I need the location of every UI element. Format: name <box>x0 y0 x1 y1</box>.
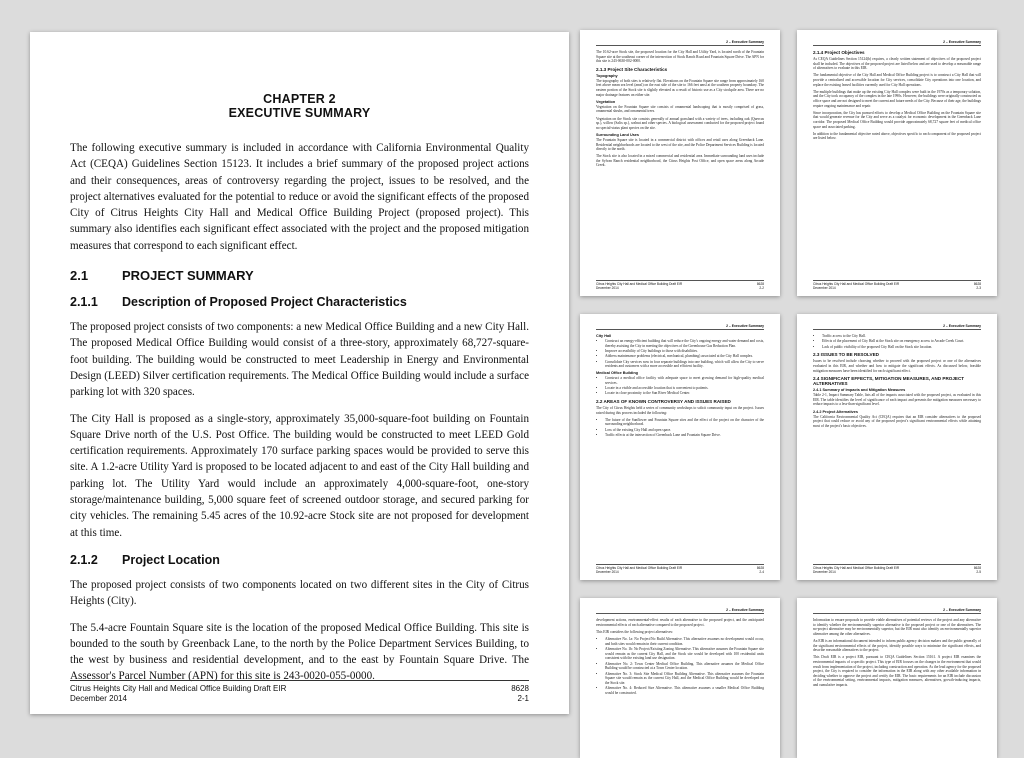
subheading: Vegetation <box>596 99 616 104</box>
list-item: • Locate in a visible and accessible location that is convenient to patients. <box>605 386 764 391</box>
subheading: 2.4.2 Project Alternatives <box>813 409 859 414</box>
section-heading: 2.2 AREAS OF KNOWN CONTROVERSY AND ISSUES RAISED <box>596 398 731 404</box>
section-title: PROJECT SUMMARY <box>122 268 254 284</box>
paragraph: The California Environmental Quality Act (CEQA) requires that an EIR consider alternatives to the proposed project that could reduce or avoid any of the proposed project's significant environmental effects while attaining most of the project's basic objectives. <box>813 414 981 428</box>
list-item: • Traffic effects at the intersection of Greenback Lane and Fountain Square Drive. <box>605 433 764 438</box>
running-header: 2 – Executive Summary <box>813 608 981 614</box>
subheading: 2.4.1 Summary of Impacts and Mitigation Measures <box>813 388 906 393</box>
thumbnail-page-2-6 <box>580 598 780 758</box>
section-title: Project Location <box>122 552 220 567</box>
section-2-1-2-heading <box>70 553 529 567</box>
section-number: 2.1 <box>70 268 89 284</box>
section-heading: 2.3 ISSUES TO BE RESOLVED <box>813 352 879 358</box>
list-item: • Alternative No. 2: Town Center Medical Office Building. This alternative assumes the Medical Office Building would be constructed at a Town Center location. <box>605 662 764 671</box>
paragraph: The multiple buildings that make up the existing City Hall complex were built in the 1970s as a temporary solution, and the City took occupancy of the complex in the late 1990s. However, the buildings were originally constructed as office space and are not designed to meet the current and future needs of the City. Because of their age, the buildings require ongoing maintenance and repair. <box>813 89 981 108</box>
section-heading: 2.4 SIGNIFICANT EFFECTS, MITIGATION MEASURES, AND PROJECT ALTERNATIVES <box>813 376 965 387</box>
subheading: Medical Office Building <box>596 370 638 375</box>
list-item: • Locate in close proximity to the Sun River Medical Center. <box>605 391 764 396</box>
footer-project-number: 8628 <box>511 684 529 693</box>
paragraph: In addition to the fundamental objective noted above, objectives specific to each component of the proposed project are listed below. <box>813 131 981 141</box>
list-item: • Improve accessibility of City buildings to those with disabilities. <box>605 349 764 354</box>
alternatives-list <box>596 637 764 695</box>
list-item: • Alternative No. 1b: No Project/Existing Zoning Alternative. This alternative assumes the Fountain Square site would remain as the current City Hall, and the Stock site would be developed with 100 residential units consistent with the existing land use designation. <box>605 647 764 661</box>
list-item: • Alternative No. 4: Reduced Size Alternative. This alternative assumes a smaller Medical Office Building would be constructed. <box>605 686 764 695</box>
paragraph: The City of Citrus Heights held a series of community workshops to solicit community input on the project. Issues raised during this process included the following: <box>596 405 764 415</box>
running-header: 2 – Executive Summary <box>596 608 764 614</box>
footer-page-number: 2-2 <box>759 286 764 290</box>
footer-project-number: 8628 <box>756 566 764 570</box>
running-header: 2 – Executive Summary <box>596 324 764 330</box>
footer-date: December 2014 <box>70 694 127 703</box>
page-footer <box>813 564 981 574</box>
issues-list <box>596 418 764 438</box>
paragraph: The Fountain Square site is located in a commercial district with offices and retail uses along Greenback Lane. Residential neighborhoods are located to the west of the site, and the Police Department Services Building is located directly to the north. <box>596 137 764 152</box>
issues-list <box>813 334 981 349</box>
running-header: 2 – Executive Summary <box>813 324 981 330</box>
paragraph: This Draft EIR is a project EIR, pursuant to CEQA Guidelines Section 15161. A project EIR examines the environmental impacts of a specific project. This type of EIR focuses on the changes in the environment that would result from implementation of the project, including construction and operation. As the lead agency for the proposed project, the City is required to consider the information in the EIR along with any other available information in deciding whether to approve the project and certify the EIR. The basic requirements for an EIR include discussion of the environmental setting, environmental impacts, mitigation measures, alternatives, growth-inducing impacts, and cumulative impacts. <box>813 655 981 687</box>
footer-document-title: Citrus Heights City Hall and Medical Office Building Draft EIR <box>596 566 683 570</box>
paragraph: Since incorporation, the City has pursued efforts to develop a Medical Office Building on the Fountain Square site that would generate revenue for the City and serve as a catalyst for economic development in the Greenback Lane corridor. The proposed Medical Office Building would provide approximately 68,727 square feet of medical office space and associated parking. <box>813 110 981 129</box>
subheading: City Hall <box>596 334 612 338</box>
paragraph: As CEQA Guidelines Section 15124(b) requires, a clearly written statement of objectives of the proposed project shall be included. The objectives of the proposed project are listed below and are used to develop a reasonable range of alternatives to evaluate in this EIR. <box>813 57 981 71</box>
footer-document-title: Citrus Heights City Hall and Medical Office Building Draft EIR <box>70 684 287 693</box>
paragraph: Issues to be resolved include choosing whether to proceed with the proposed project or one of the alternatives evaluated in this EIR, and whether and how to mitigate the significant effects. As discussed below, feasible mitigation measures have been identified for each significant effect. <box>813 359 981 373</box>
list-item: • The future of the Sunflower and Fountain Square sites and the effect of the project on the character of the surrounding neighborhood. <box>605 418 764 427</box>
page-footer <box>596 564 764 574</box>
footer-date: December 2014 <box>596 286 619 290</box>
subheading: Topography <box>596 73 618 78</box>
footer-date: December 2014 <box>596 570 619 574</box>
paragraph: Vegetation on the Stock site consists generally of annual grassland with a variety of trees, including oak (Quercus sp.), willow (Salix sp.), walnut and other species. A biological assessment conducted for the proposed project found no special-status plant species on the site. <box>596 116 764 130</box>
list-item: • Construct an energy-efficient building that will reduce the City's ongoing energy and water demand and costs, thereby assisting the City in meeting the objectives of the Greenhouse Gas Reduction Plan. <box>605 339 764 348</box>
list-item: • Alternative No. 3: Stock Site Medical Office Building Alternative. This alternative assumes the Fountain Square site would remain as the current City Hall, and the Medical Office Building would be developed on the Stock site. <box>605 672 764 686</box>
thumbnail-page-2-7 <box>797 598 997 758</box>
section-heading: 2.1.3 Project Site Characteristics <box>596 66 668 72</box>
list-item: • Effects of the placement of City Hall at the Stock site on emergency access to Arcade Creek Court. <box>822 339 981 344</box>
footer-project-number: 8628 <box>973 282 981 286</box>
list-item: • Construct a medical office facility with adequate space to meet growing demand for high-quality medical services. <box>605 376 764 385</box>
page-footer <box>596 280 764 290</box>
footer-page-number: 2-5 <box>976 570 981 574</box>
thumbnail-page-2-5 <box>797 314 997 580</box>
section-number: 2.1.1 <box>70 295 98 310</box>
paragraph: Table 2-1, Impact Summary Table, lists all of the impacts associated with the proposed project, as evaluated in this EIR. The table identifies the level of significance of each impact and presents the mitigation measures necessary to reduce impacts to a less-than-significant level. <box>813 393 981 407</box>
paragraph: An EIR is an informational document intended to inform public agency decision makers and the public generally of the significant environmental effects of the project, identify possible ways to minimize the significant effects, and describe reasonable alternatives to the project. <box>813 638 981 653</box>
footer-page-number: 2-4 <box>759 570 764 574</box>
objectives-list <box>596 376 764 396</box>
intro-paragraph: The following executive summary is included in accordance with California Environmental Quality Act (CEQA) Guidelines Section 15123. It includes a brief summary of the proposed project actions and their consequences, areas of controversy regarding the project, issues to be resolved, and the project alternatives evaluated for the potential to reduce or avoid the significant effects of the proposed City of Citrus Heights City Hall and Medical Office Building Project (proposed project). This summary also identifies each significant effect associated with the project and the proposed mitigation measures that correspond to each significant effect. <box>70 142 529 252</box>
section-title: Description of Proposed Project Characteristics <box>122 295 407 310</box>
paragraph: Information to ensure proposals to provide viable alternatives of potential reviews of the project and any alternative to identify whether the environmentally superior alternative is the proposed project or one of the alternatives. The no-project alternative may be environmentally superior, but the EIR must also identify an environmentally superior alternative among the other alternatives. <box>813 618 981 636</box>
running-header: 2 – Executive Summary <box>596 40 764 46</box>
list-item: • Address maintenance problems (electrical, mechanical, plumbing) associated at the City Hall complex. <box>605 354 764 359</box>
section-number: 2.1.2 <box>70 552 98 567</box>
list-item: • Alternative No. 1a: No Project/No Build Alternative. This alternative assumes no development would occur, and both sites would remain in their current condition. <box>605 637 764 646</box>
footer-page-number: 2-1 <box>517 694 529 703</box>
section-heading: 2.1.4 Project Objectives <box>813 50 865 55</box>
list-item: • Loss of the existing City Hall and open space. <box>605 428 764 433</box>
footer-page-number: 2-3 <box>976 286 981 290</box>
list-item: • Consolidate City services now in four separate buildings into one building, which will allow the City to serve residents and customers with a more accessible and efficient facility. <box>605 360 764 369</box>
paragraph: This EIR considers the following project alternatives: <box>596 629 674 634</box>
paragraph: Vegetation on the Fountain Square site consists of ornamental landscaping that is mostly comprised of grass, ornamental shrubs, and ornamental trees. <box>596 104 764 114</box>
paragraph: The proposed project consists of two components: a new Medical Office Building and a new City Hall. The proposed Medical Office Building would consist of a three-story, approximately 68,727-square-foot building. The building would be constructed to meet Leadership in Energy and Environmental Design (LEED) Silver certification requirements. The Medical Office Building would include a surface parking lot with 320 spaces. <box>70 321 529 399</box>
footer-date: December 2014 <box>813 570 836 574</box>
footer-project-number: 8628 <box>756 282 764 286</box>
paragraph: The topography of both sites is relatively flat. Elevations on the Fountain Square site range from approximately 160 feet above mean sea level (amsl) on the east side of the site to 166 feet amsl at the southern property boundary. The eastern portion of the Stock site is slightly elevated as a result of historic use as a City stockpile area. There are no major drainage features on either site. <box>596 78 764 97</box>
thumbnail-page-2-4 <box>580 314 780 580</box>
page-footer <box>70 680 529 704</box>
section-2-1-1-heading <box>70 295 529 309</box>
paragraph: The fundamental objective of the City Hall and Medical Office Building project is to construct a City Hall that will provide a centralized and accessible location for City services, consolidate City operations into one location, and replace the existing leased facilities currently used for City Hall operations. <box>813 73 981 87</box>
chapter-number: CHAPTER 2 <box>263 92 336 106</box>
list-item: • Lack of public visibility of the proposed City Hall on the Stock site location. <box>822 345 981 350</box>
running-header: 2 – Executive Summary <box>813 40 981 46</box>
paragraph: The 5.4-acre Fountain Square site is the location of the proposed Medical Office Building. This site is bounded to the south by Greenback Lane, to the north by the Police Department Services Building, to the west by business and residential development, and to the east by Fountain Square Drive. The Assessor's Parcel Number (APN) for this site is 243-0020-055-0000. <box>70 621 529 683</box>
thumbnail-page-2-2 <box>580 30 780 296</box>
objectives-list <box>596 339 764 369</box>
footer-document-title: Citrus Heights City Hall and Medical Office Building Draft EIR <box>596 282 683 286</box>
footer-document-title: Citrus Heights City Hall and Medical Office Building Draft EIR <box>813 282 900 286</box>
footer-date: December 2014 <box>813 286 836 290</box>
list-item: • Traffic access to the City Hall. <box>822 334 981 339</box>
subheading: Surrounding Land Uses <box>596 132 640 137</box>
footer-document-title: Citrus Heights City Hall and Medical Office Building Draft EIR <box>813 566 900 570</box>
paragraph: The City Hall is proposed as a single-story, approximately 35,000-square-foot building on Fountain Square Drive north of the U.S. Post Office. The building would be constructed to meet LEED Gold certification requirements. Approximately 170 surface parking spaces would be provided to serve this site. A 1.2-acre Utility Yard is proposed to be located adjacent to and east of the City Hall building and parking lot. The Utility Yard would include an approximately 4,000-square-foot, one-story storage/maintenance building, 5,000 square feet of screened outdoor storage, and secured parking for city vehicles. The remaining 5.45 acres of the 10.92-acre Stock site are not proposed for development at this time. <box>70 412 529 539</box>
thumbnail-page-2-3 <box>797 30 997 296</box>
footer-project-number: 8628 <box>973 566 981 570</box>
page-footer <box>813 280 981 290</box>
paragraph: The Stock site is also located in a mixed commercial and residential area. Immediate surrounding land uses include the Sylvan Ranch residential neighborhood, the Citrus Heights Post Office, and open space areas along Arcade Creek. <box>596 154 764 168</box>
paragraph: development actions, environmental-effect results of each alternative to the proposed project, and the anticipated environmental effects of each alternative compared to the proposed project. <box>596 618 764 627</box>
main-page <box>30 32 569 714</box>
chapter-title: EXECUTIVE SUMMARY <box>228 106 371 120</box>
section-2-1-heading <box>70 268 529 283</box>
paragraph: The 10.62-acre Stock site, the proposed location for the City Hall and Utility Yard, is located north of the Fountain Square site at the southeast corner of the intersection of Stock Ranch Road and Fountain Square Drive. The APN for this site is 243-0630-002-0000. <box>596 50 764 64</box>
paragraph: The proposed project consists of two components located on two different sites in the City of Citrus Heights (City). <box>70 578 529 608</box>
